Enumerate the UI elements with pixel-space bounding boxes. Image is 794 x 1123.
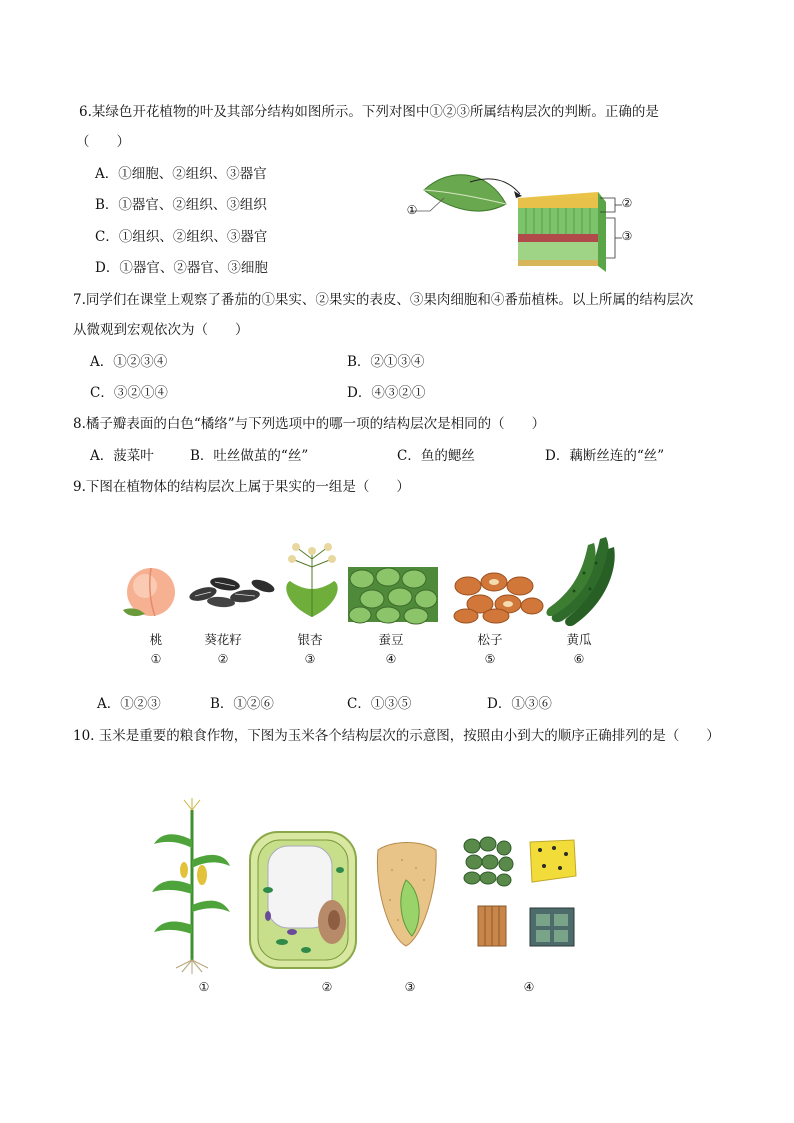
q6-option-d: D．①器官、②器官、③细胞 <box>95 260 268 276</box>
plant-cell-image <box>248 830 358 970</box>
corn-plant-image <box>152 800 232 975</box>
pine-nut-image <box>452 572 544 624</box>
q6-stem-line1: 6.某绿色开花植物的叶及其部分结构如图所示。下列对图中①②③所属结构层次的判断。正确的是 <box>79 104 659 120</box>
tissue-samples-image <box>462 836 580 954</box>
q7-stem-line2: 从微观到宏观依次为（ ） <box>73 322 249 338</box>
q9-item-name-1: 桃 <box>149 632 163 647</box>
q10-stem: 10. 玉米是重要的粮食作物，下图为玉米各个结构层次的示意图，按照由小到大的顺序正确排列的是（ ） <box>73 728 720 744</box>
broad-bean-image <box>348 567 438 622</box>
q9-item-num-1: ① <box>150 652 162 666</box>
q7-option-d: D．④③②① <box>347 385 426 401</box>
q10-fig-label-2: ② <box>321 980 333 994</box>
q7-option-c: C．③②①④ <box>90 385 168 401</box>
q7-option-b: B．②①③④ <box>347 354 425 370</box>
q9-item-num-5: ⑤ <box>484 652 496 666</box>
q9-option-b: B．①②⑥ <box>210 696 274 712</box>
q8-option-c: C．鱼的鳃丝 <box>397 448 475 464</box>
q9-item-num-3: ③ <box>304 652 316 666</box>
q10-fig-label-1: ① <box>198 980 210 994</box>
q9-item-num-4: ④ <box>385 652 397 666</box>
q6-option-a: A．①细胞、②组织、③器官 <box>95 166 267 182</box>
cucumber-image <box>544 533 619 628</box>
q9-item-name-4: 蚕豆 <box>378 632 404 647</box>
q6-stem-line2: （ ） <box>76 134 130 150</box>
peach-image <box>115 560 185 620</box>
q9-option-c: C．①③⑤ <box>347 696 412 712</box>
q7-stem-line1: 7.同学们在课堂上观察了番茄的①果实、②果实的表皮、③果肉细胞和④番茄植株。以上所属的结构层次 <box>73 292 694 308</box>
ginkgo-image <box>282 545 342 620</box>
q8-option-a: A．菠菜叶 <box>90 448 154 464</box>
sunflower-seeds-image <box>185 566 280 611</box>
q7-option-a: A．①②③④ <box>90 354 168 370</box>
q9-item-num-2: ② <box>217 652 229 666</box>
q9-item-name-6: 黄瓜 <box>566 632 592 647</box>
q9-stem: 9.下图在植物体的结构层次上属于果实的一组是（ ） <box>73 479 410 495</box>
q9-item-num-6: ⑥ <box>573 652 585 666</box>
q8-option-d: D．藕断丝连的“丝” <box>545 448 665 464</box>
q9-item-name-3: 银杏 <box>297 632 323 647</box>
q6-option-c: C．①组织、②组织、③器官 <box>95 229 268 245</box>
q9-option-d: D．①③⑥ <box>487 696 552 712</box>
q9-item-name-5: 松子 <box>477 632 503 647</box>
q6-fig-label-3: ③ <box>621 229 633 243</box>
q6-leaf-figure <box>410 168 650 278</box>
q8-stem: 8.橘子瓣表面的白色“橘络”与下列选项中的哪一项的结构层次是相同的（ ） <box>73 416 546 432</box>
q8-option-b: B．吐丝做茧的“丝” <box>190 448 309 464</box>
q6-fig-label-2: ② <box>621 196 633 210</box>
corn-kernel-image <box>372 840 440 950</box>
q6-fig-label-1: ① <box>406 203 418 217</box>
q10-fig-label-4: ④ <box>523 980 535 994</box>
q9-item-name-2: 葵花籽 <box>204 632 242 647</box>
q9-option-a: A．①②③ <box>97 696 161 712</box>
q6-option-b: B．①器官、②组织、③组织 <box>95 197 267 213</box>
q10-fig-label-3: ③ <box>404 980 416 994</box>
